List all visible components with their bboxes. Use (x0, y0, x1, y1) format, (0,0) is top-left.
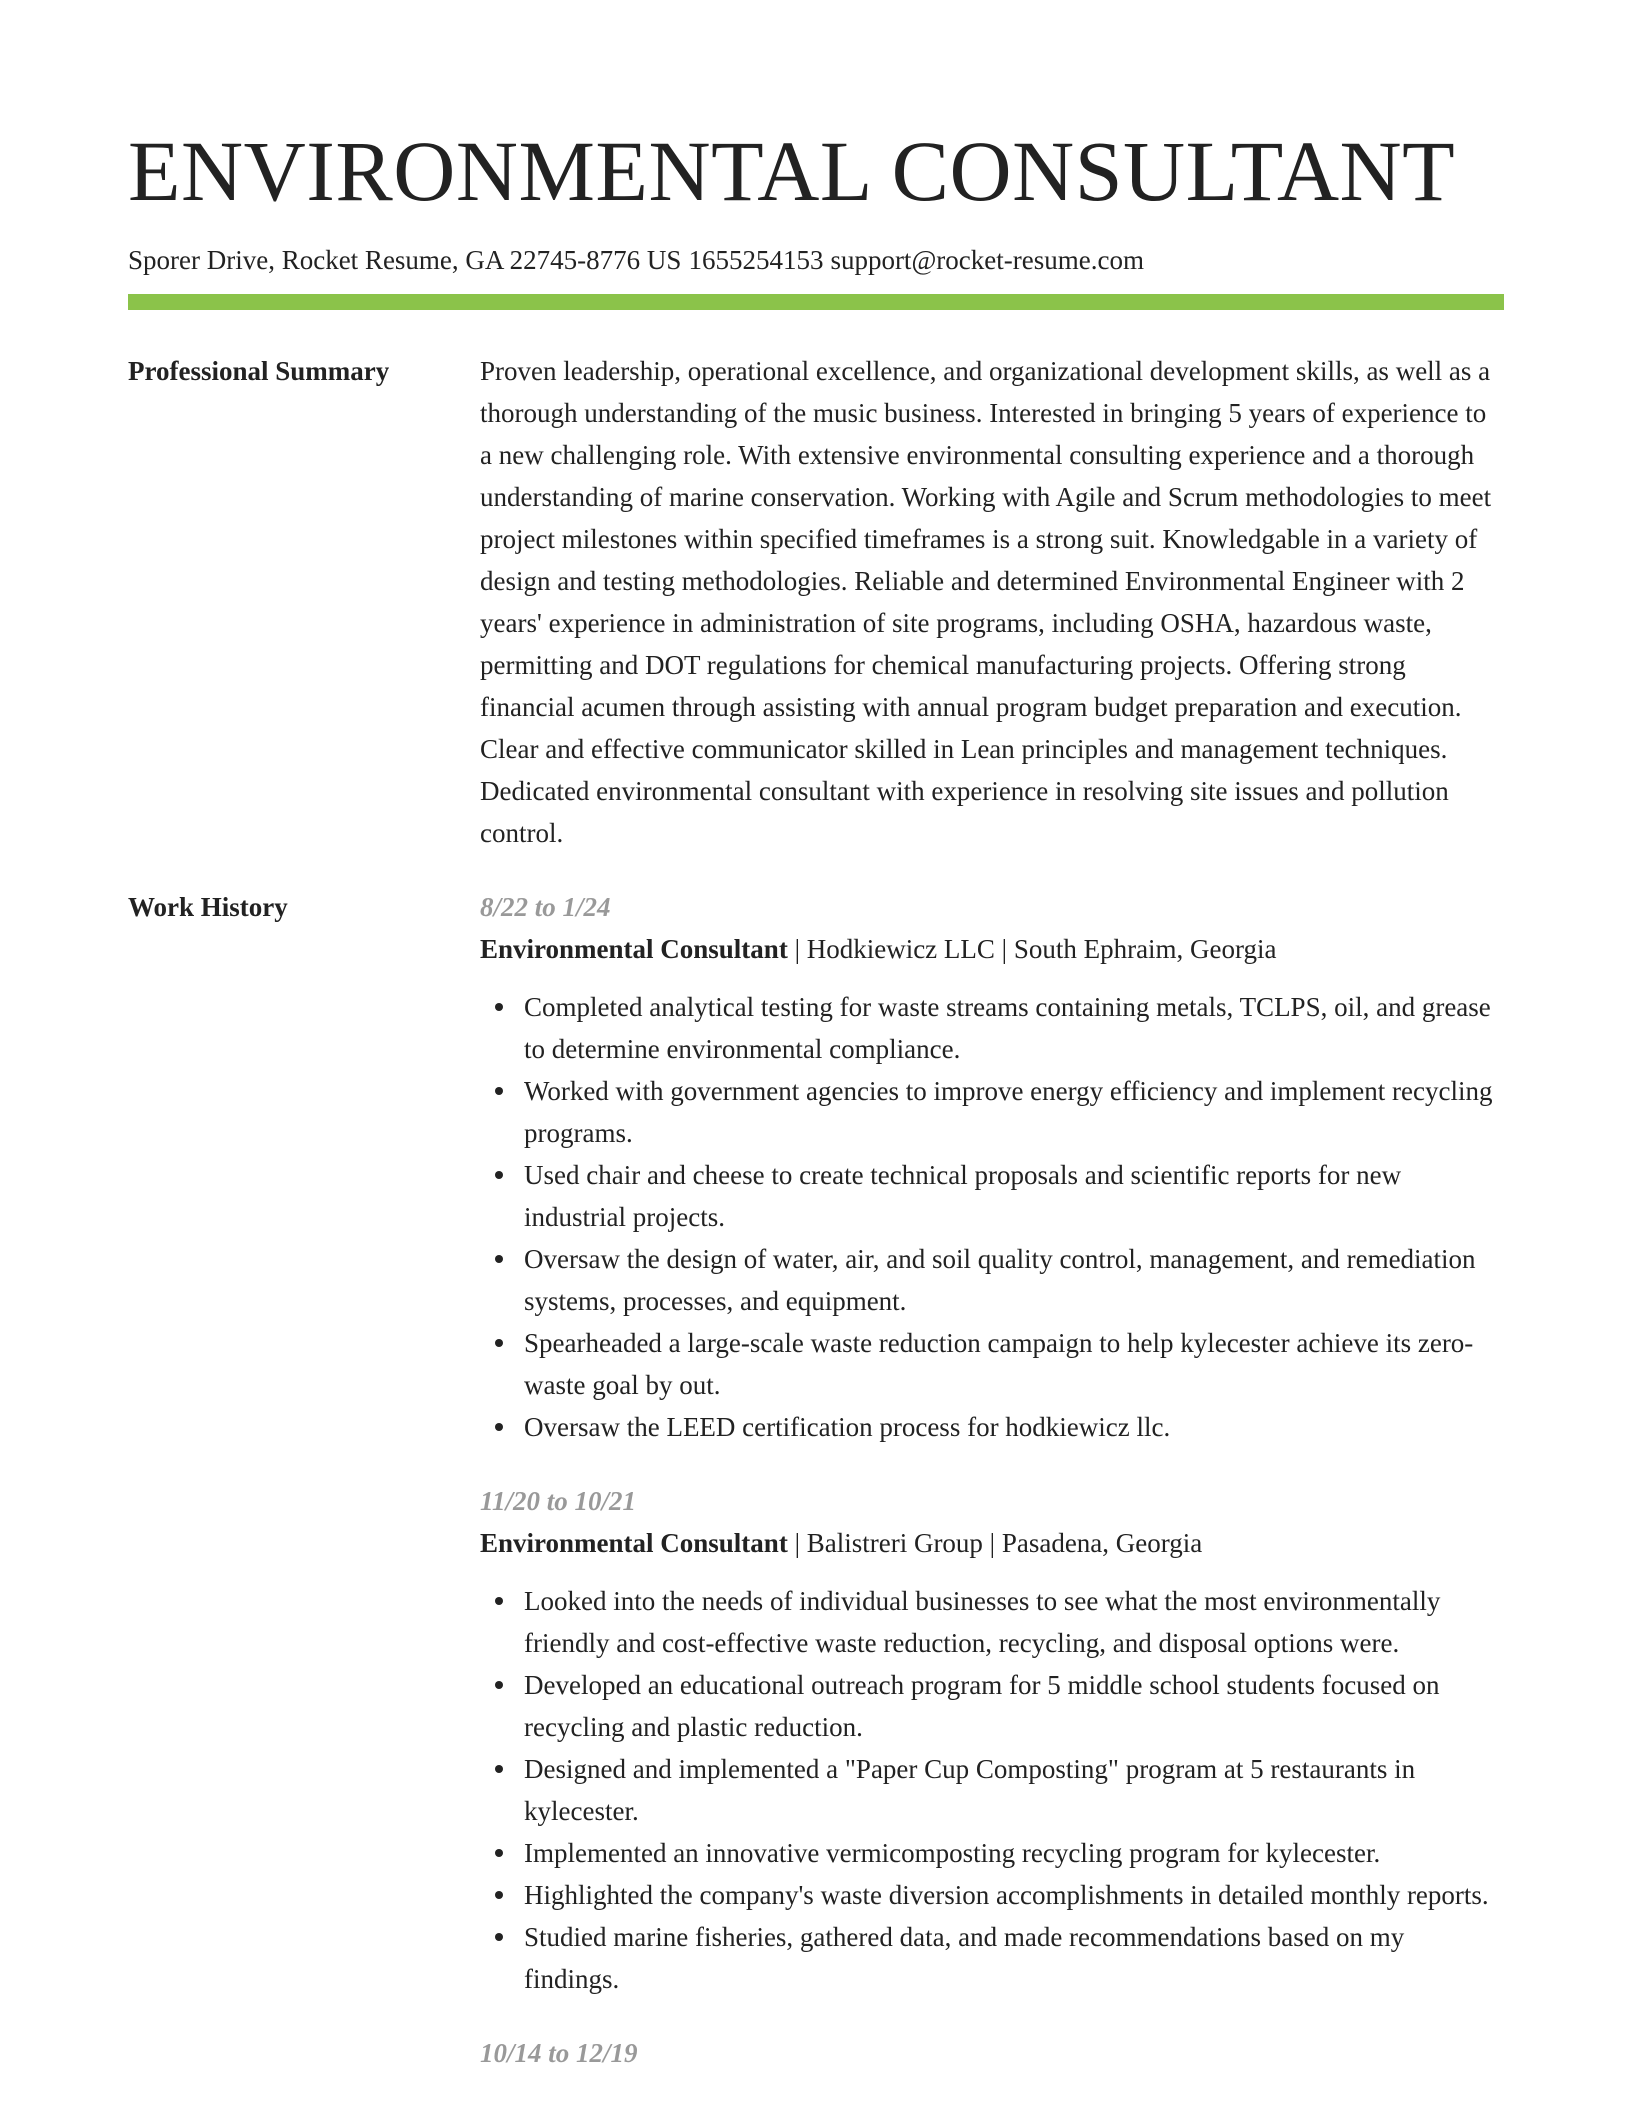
list-item: Looked into the needs of individual businesses to see what the most environmentally friendly and cost-effective waste reduction, recycling, and disposal options were. (524, 1580, 1504, 1664)
job-details: | Hodkiewicz LLC | South Ephraim, Georgia (787, 934, 1277, 964)
work-history-heading: Work History (128, 892, 288, 922)
job-dates: 8/22 to 1/24 (480, 892, 611, 922)
summary-text: Proven leadership, operational excellence, and organizational development skills, as well as a thorough understanding of the music business. Interested in bringing 5 years of experience to a new challenging role. With extensive environmental consulting experience and a thorough understanding of marine conservation. Working with Agile and Scrum methodologies to meet project milestones within specified timeframes is a strong suit. Knowledgable in a variety of design and testing methodologies. Reliable and determined Environmental Engineer with 2 years' experience in administration of site programs, including OSHA, hazardous waste, permitting and DOT regulations for chemical manufacturing projects. Offering strong financial acumen through assisting with annual program budget preparation and execution. Clear and effective communicator skilled in Lean principles and management techniques. Dedicated environmental consultant with experience in resolving site issues and pollution control. (480, 356, 1492, 848)
list-item: Worked with government agencies to improve energy efficiency and implement recycling programs. (524, 1070, 1504, 1154)
job-entry (480, 1480, 1504, 2000)
summary-body (480, 350, 1504, 854)
job-bullets (480, 986, 1504, 1448)
list-item: Designed and implemented a "Paper Cup Composting" program at 5 restaurants in kylecester. (524, 1748, 1504, 1832)
job-bullets (480, 1580, 1504, 2000)
job-entry (480, 2032, 1504, 2074)
job-dates: 10/14 to 12/19 (480, 2038, 638, 2068)
resume-title: ENVIRONMENTAL CONSULTANT (128, 123, 1456, 219)
list-item: Completed analytical testing for waste streams containing metals, TCLPS, oil, and grease to determine environmental compliance. (524, 986, 1504, 1070)
job-title: Environmental Consultant (480, 1528, 788, 1558)
list-item: Oversaw the design of water, air, and soil quality control, management, and remediation systems, processes, and equipment. (524, 1238, 1504, 1322)
job-title-line (480, 928, 1504, 970)
contact-phone: 1655254153 (688, 245, 824, 275)
list-item: Studied marine fisheries, gathered data, and made recommendations based on my findings. (524, 1916, 1504, 2000)
summary-heading: Professional Summary (128, 356, 390, 386)
job-title: Environmental Consultant (480, 934, 788, 964)
contact-line (128, 242, 1504, 278)
summary-section (128, 350, 1504, 854)
list-item: Highlighted the company's waste diversion accomplishments in detailed monthly reports. (524, 1874, 1504, 1916)
list-item: Implemented an innovative vermicomposting recycling program for kylecester. (524, 1832, 1504, 1874)
work-history-section (128, 886, 1504, 2106)
list-item: Used chair and cheese to create technical proposals and scientific reports for new industrial projects. (524, 1154, 1504, 1238)
work-history-body (480, 886, 1504, 2106)
resume-page (128, 118, 1504, 2106)
header-divider (128, 294, 1504, 310)
job-details: | Balistreri Group | Pasadena, Georgia (787, 1528, 1203, 1558)
list-item: Spearheaded a large-scale waste reduction campaign to help kylecester achieve its zero-waste goal by out. (524, 1322, 1504, 1406)
job-title-line (480, 1522, 1504, 1564)
contact-email[interactable]: support@rocket-resume.com (830, 245, 1144, 275)
list-item: Developed an educational outreach program for 5 middle school students focused on recycling and plastic reduction. (524, 1664, 1504, 1748)
job-dates: 11/20 to 10/21 (480, 1486, 637, 1516)
contact-address: Sporer Drive, Rocket Resume, GA 22745-8776 US (128, 245, 682, 275)
job-entry (480, 886, 1504, 1448)
list-item: Oversaw the LEED certification process for hodkiewicz llc. (524, 1406, 1504, 1448)
